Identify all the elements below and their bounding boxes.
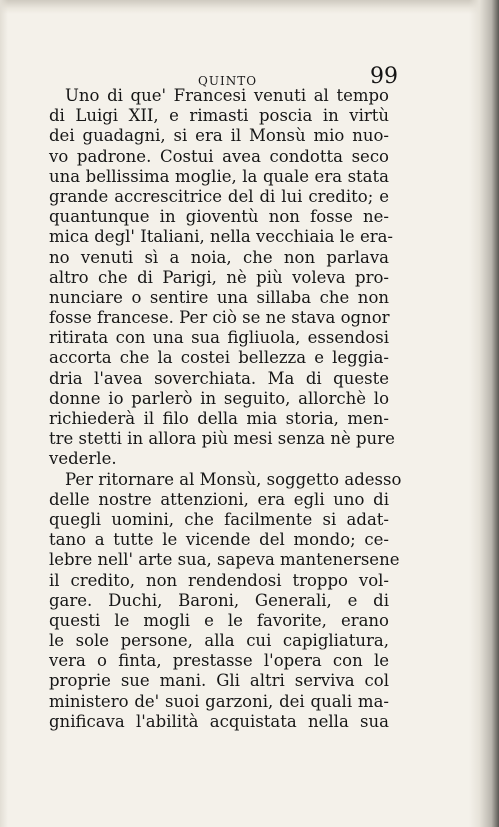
text-line: nunciare o sentire una sillaba che non: [49, 287, 389, 307]
text-line: tre stetti in allora più mesi senza nè pure: [49, 429, 395, 449]
text-line: vederle.: [49, 449, 117, 469]
text-line: delle nostre attenzioni, era egli uno di: [49, 489, 389, 509]
page-left-edge-shadow: [0, 0, 8, 827]
text-line: accorta che la costei bellezza e leggia-: [49, 348, 389, 368]
text-line: quantunque in gioventù non fosse ne-: [49, 207, 389, 227]
text-line: dria l'avea soverchiata. Ma di queste: [49, 368, 389, 388]
text-line: le sole persone, alla cui capigliatura,: [49, 631, 389, 651]
text-line: il credito, non rendendosi troppo vol-: [49, 570, 389, 590]
text-line: questi le mogli e le favorite, erano: [49, 610, 389, 630]
text-line: no venuti sì a noia, che non parlava: [49, 247, 389, 267]
page-top-edge-shadow: [0, 0, 499, 14]
text-line: richiederà il filo della mia storia, men-: [49, 409, 389, 428]
text-line: proprie sue mani. Gli altri serviva col: [49, 671, 389, 691]
body-text: [49, 86, 402, 732]
text-line: fosse francese. Per ciò se ne stava ognor: [49, 308, 390, 328]
text-line: grande accrescitrice del di lui credito; e: [49, 186, 389, 206]
text-line: ministero de' suoi garzoni, dei quali ma-: [49, 691, 389, 711]
text-line: gnificava l'abilità acquistata nella sua: [49, 711, 389, 731]
text-line: di Luigi XII, e rimasti poscia in virtù: [49, 106, 389, 126]
text-line: tano a tutte le vicende del mondo; ce-: [49, 530, 389, 550]
text-line: ritirata con una sua figliuola, essendosi: [49, 328, 389, 348]
text-line: lebre nell' arte sua, sapeva mantenersene: [49, 550, 400, 570]
text-line: donne io parlerò in seguito, allorchè lo: [49, 388, 389, 408]
text-line: altro che di Parigi, nè più voleva pro-: [49, 267, 389, 287]
page-spine-shadow: [469, 0, 499, 827]
text-line: vo padrone. Costui avea condotta seco: [49, 146, 389, 166]
text-line: gare. Duchi, Baroni, Generali, e di: [49, 590, 389, 610]
text-line: Uno di que' Francesi venuti al tempo: [65, 86, 389, 105]
text-line: una bellissima moglie, la quale era stata: [49, 166, 389, 186]
text-line: vera o finta, prestasse l'opera con le: [49, 651, 389, 671]
text-line: dei guadagni, si era il Monsù mio nuo-: [49, 126, 389, 146]
text-line: quegli uomini, che facilmente si adat-: [49, 509, 389, 529]
text-line: Per ritornare al Monsù, soggetto adesso: [65, 469, 402, 489]
running-head: QUINTO: [198, 74, 258, 88]
text-line: mica degl' Italiani, nella vecchiaia le era-: [49, 227, 394, 247]
page-number: 99: [370, 64, 398, 89]
